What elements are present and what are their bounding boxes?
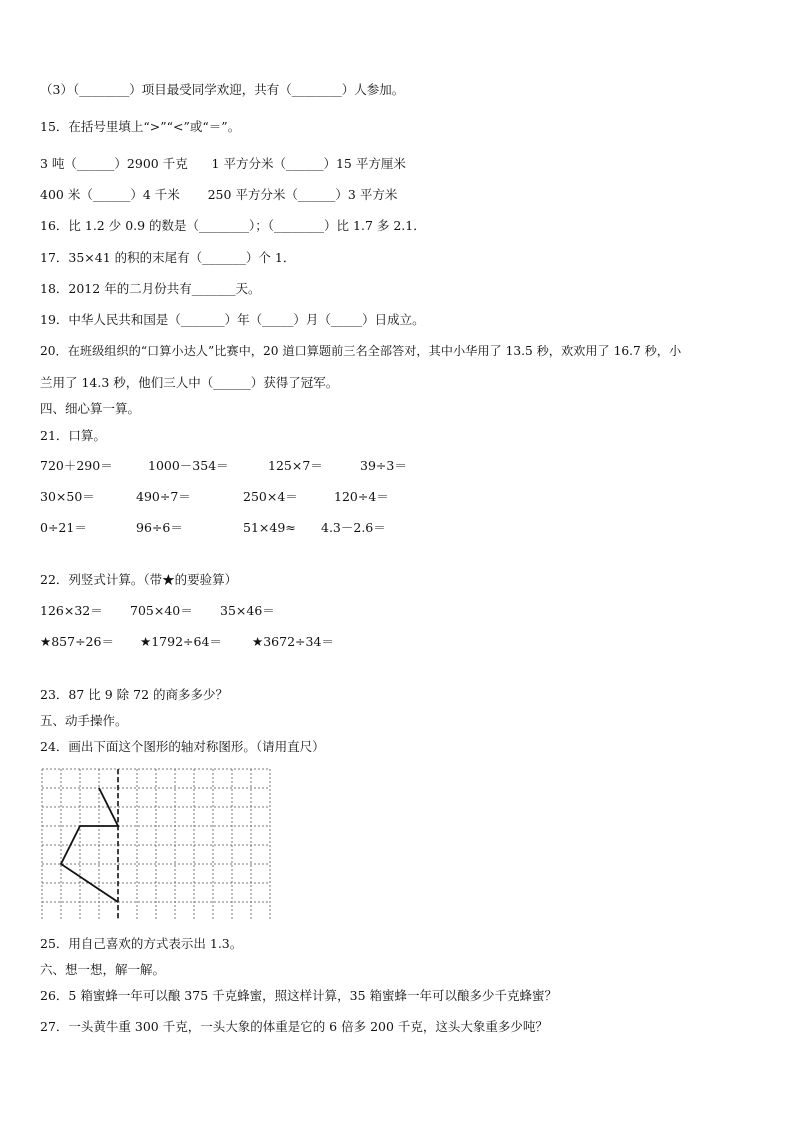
q21-r2-c3: 250×4＝ <box>243 489 298 504</box>
q22-r2-c2: ★1792÷64＝ <box>140 634 222 649</box>
q21-r3-c1: 0÷21＝ <box>40 520 87 535</box>
section-5-heading: 五、动手操作。 <box>40 713 128 728</box>
symmetry-grid-figure <box>40 766 272 920</box>
q21-r3-c4: 4.3－2.6＝ <box>321 520 386 535</box>
section-6-heading: 六、想一想，解一解。 <box>40 962 166 977</box>
q16: 16．比 1.2 少 0.9 的数是（________）；（________）比 1.7 多 2.1． <box>40 218 426 233</box>
q22-r1-c3: 35×46＝ <box>220 603 275 618</box>
symmetry-grid <box>40 766 272 924</box>
q22-r1-c1: 126×32＝ <box>40 603 103 618</box>
q21-r1-c3: 125×7＝ <box>268 458 323 473</box>
given-shape <box>61 788 118 902</box>
q17: 17．35×41 的积的末尾有（_______）个 1． <box>40 250 296 265</box>
q20-line1: 20．在班级组织的“口算小达人”比赛中，20 道口算题前三名全部答对，其中小华用了 13.5 秒，欢欢用了 16.7 秒，小 <box>40 344 682 358</box>
q20-line2: 兰用了 14.3 秒，他们三人中（______）获得了冠军。 <box>40 375 339 390</box>
q19: 19．中华人民共和国是（_______）年（_____）月（_____）日成立。 <box>40 312 425 327</box>
q21-r1-c2: 1000－354＝ <box>148 458 229 473</box>
q22-r2-c3: ★3672÷34＝ <box>252 634 334 649</box>
q21-r1-c4: 39÷3＝ <box>360 458 407 473</box>
q15-row1: 3 吨（______）2900 千克 1 平方分米（______）15 平方厘米 <box>40 156 406 171</box>
q21-r2-c2: 490÷7＝ <box>136 489 191 504</box>
q22-title: 22．列竖式计算。（带★的要验算） <box>40 572 238 587</box>
q15-row2: 400 米（______）4 千米 250 平方分米（______）3 平方米 <box>40 187 398 202</box>
q14-part3: （3）（________）项目最受同学欢迎，共有（________）人参加。 <box>40 82 405 97</box>
q15-title: 15．在括号里填上“>”“<”或“＝”。 <box>40 119 241 134</box>
q27: 27．一头黄牛重 300 千克，一头大象的体重是它的 6 倍多 200 千克，这头大象重多少吨？ <box>40 1019 548 1034</box>
q21-r1-c1: 720＋290＝ <box>40 458 113 473</box>
q18: 18．2012 年的二月份共有_______天。 <box>40 281 261 296</box>
q22-r2-c1: ★857÷26＝ <box>40 634 114 649</box>
section-4-heading: 四、细心算一算。 <box>40 401 141 416</box>
q21-r2-c4: 120÷4＝ <box>334 489 389 504</box>
q23: 23．87 比 9 除 72 的商多多少？ <box>40 687 229 702</box>
q21-r3-c2: 96÷6＝ <box>136 520 183 535</box>
q21-r3-c3: 51×49≈ <box>243 520 296 535</box>
q24-title: 24．画出下面这个图形的轴对称图形。（请用直尺） <box>40 739 325 754</box>
q22-r1-c2: 705×40＝ <box>130 603 193 618</box>
q25: 25．用自己喜欢的方式表示出 1.3。 <box>40 936 243 951</box>
q21-title: 21．口算。 <box>40 428 106 443</box>
q21-r2-c1: 30×50＝ <box>40 489 95 504</box>
q26: 26．5 箱蜜蜂一年可以酿 375 千克蜂蜜，照这样计算，35 箱蜜蜂一年可以酿多少千克蜂蜜？ <box>40 988 558 1003</box>
